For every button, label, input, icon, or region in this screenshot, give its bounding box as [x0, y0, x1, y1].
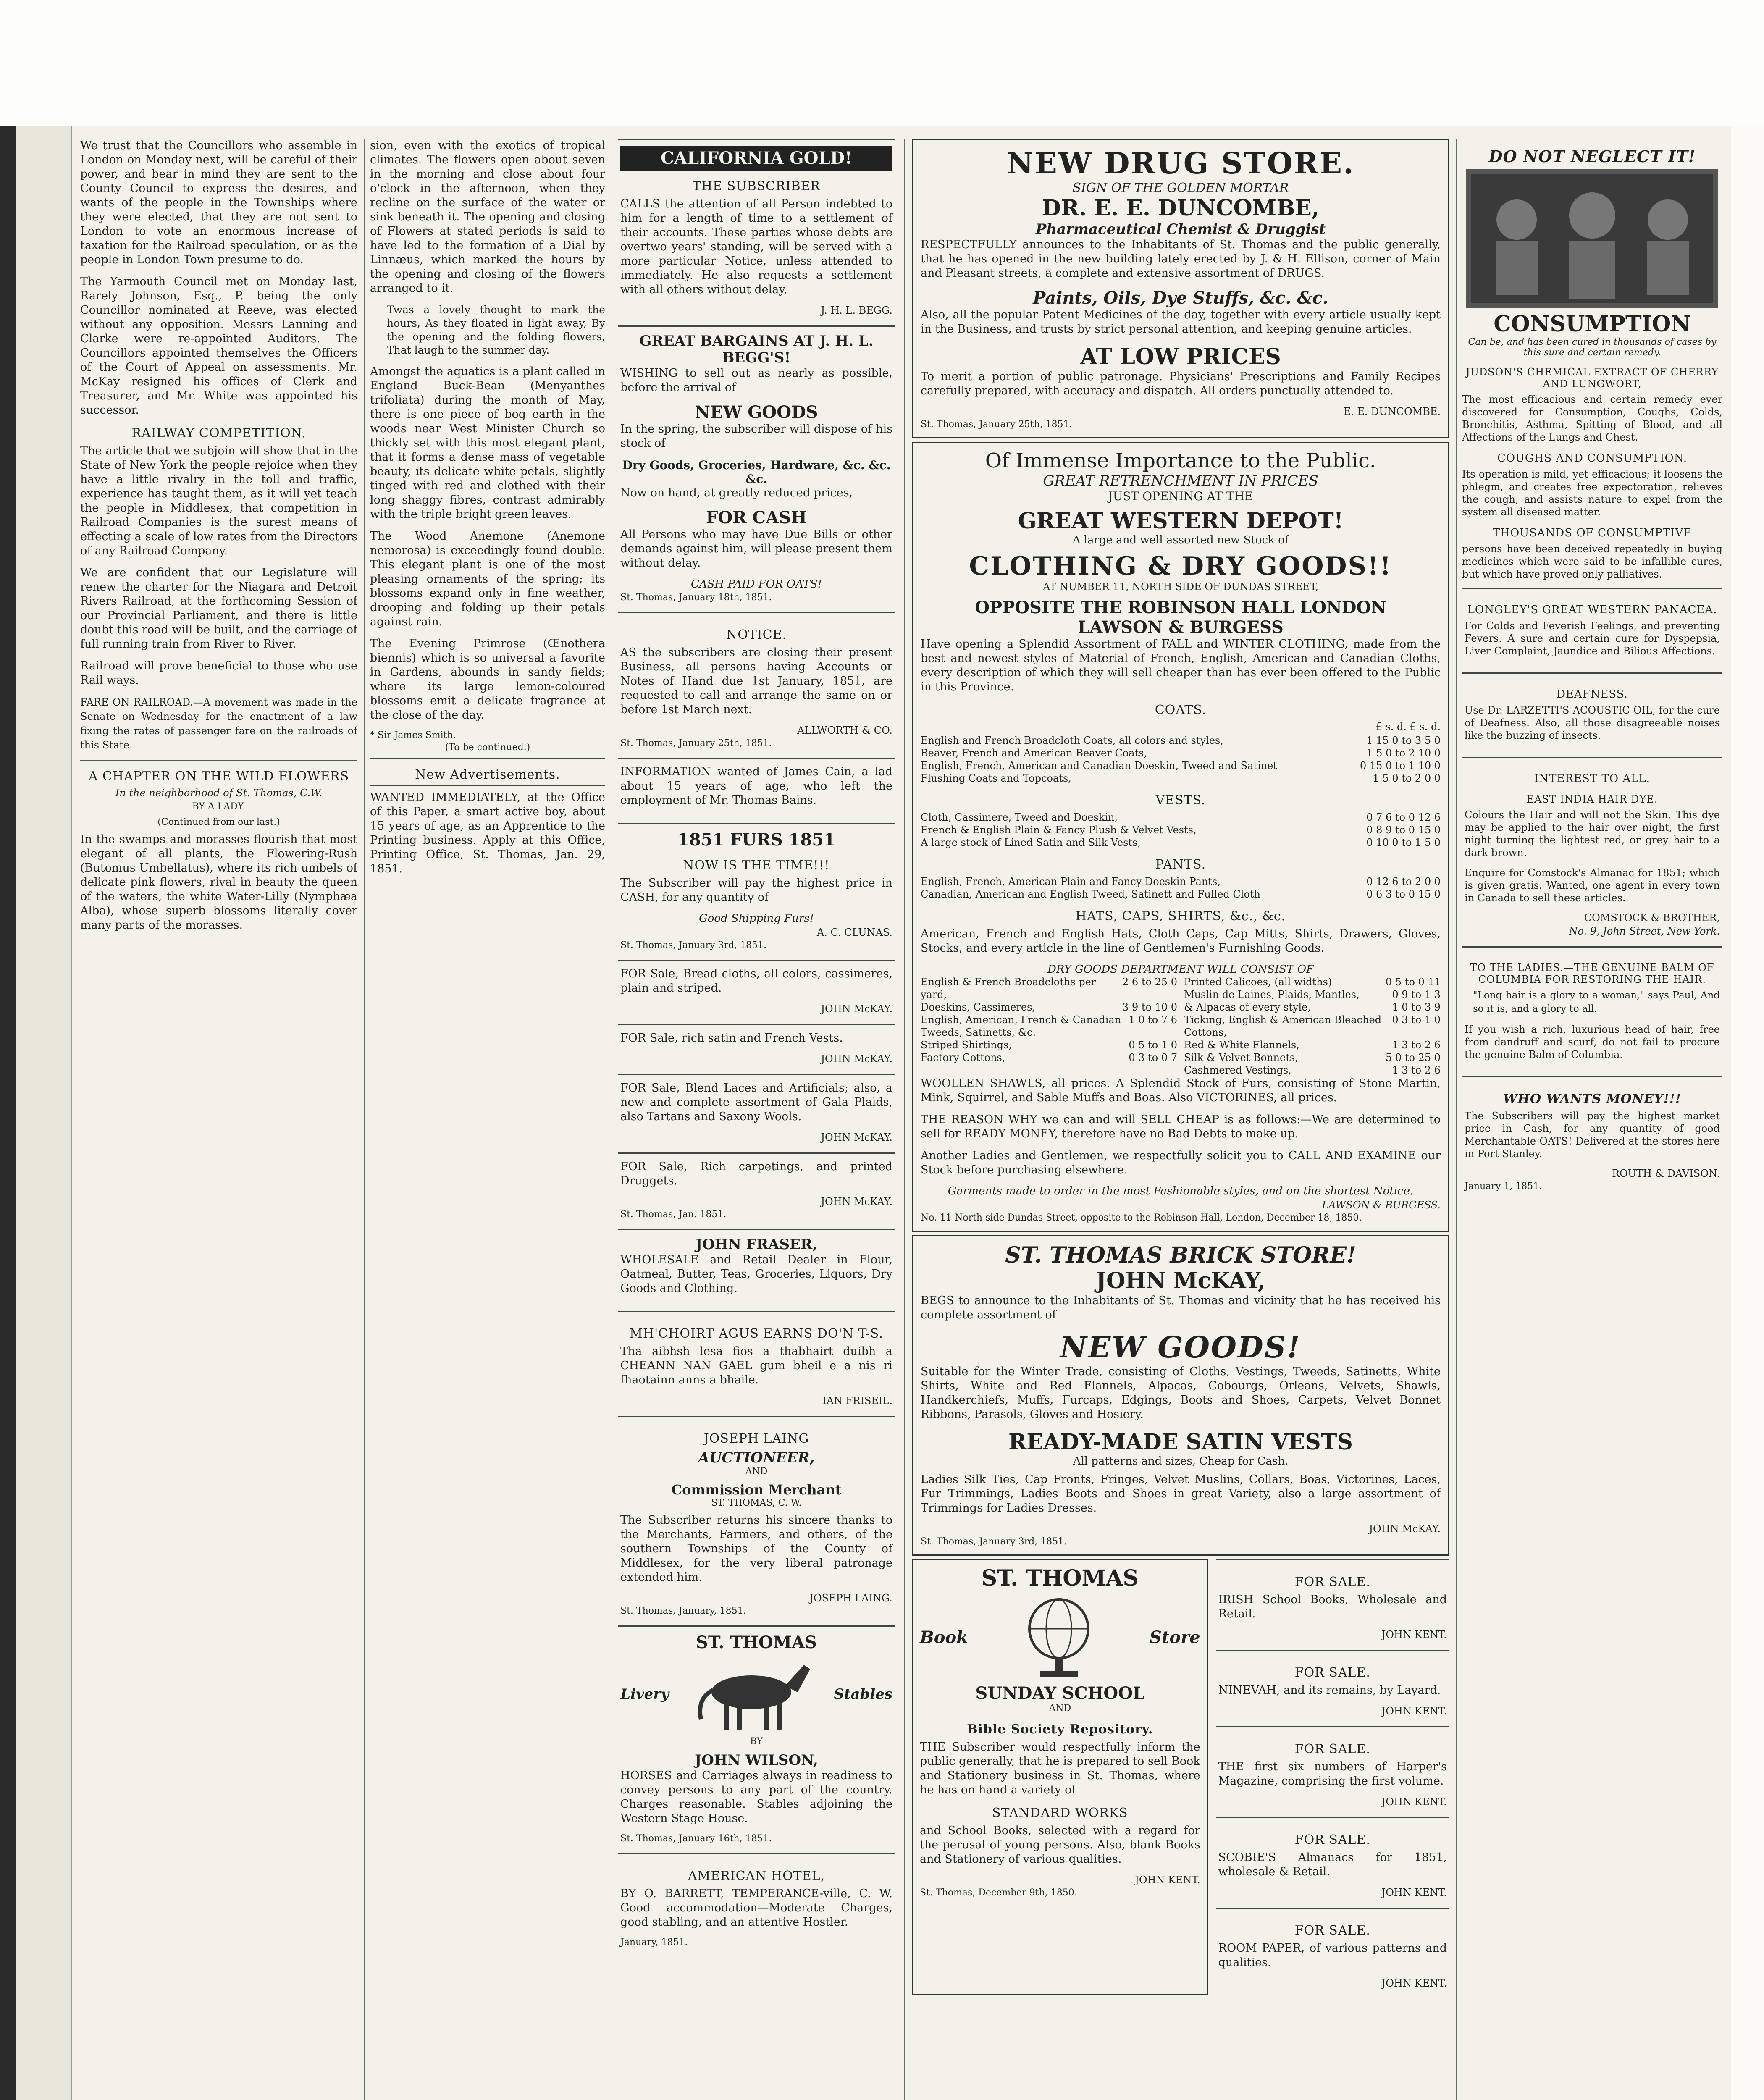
ad-title: LONGLEY'S GREAT WESTERN PANACEA.	[1467, 604, 1717, 616]
ad-text: HORSES and Carriages always in readiness to convey persons to any part of the country. Charges reasonable. Stables adjoining the Western Stage House.	[620, 1769, 892, 1825]
ad-highlight: Paints, Oils, Dye Stuffs, &c. &c.	[1033, 288, 1328, 308]
ad-signature: E. E. DUNCOMBE.	[1343, 406, 1441, 417]
price-row	[921, 1039, 1177, 1051]
price-heading: DRY GOODS DEPARTMENT WILL CONSIST OF	[1047, 963, 1314, 976]
ad-for-sale	[1216, 1559, 1449, 1646]
ad-title: NEW DRUG STORE.	[1006, 146, 1355, 181]
ad-livery-stables	[618, 1625, 895, 1850]
ad-signature: COMSTOCK & BROTHER,	[1584, 912, 1720, 924]
ad-new-drug-store	[912, 139, 1449, 438]
ad-text: SCOBIE'S Almanacs for 1851, wholesale & Retail.	[1218, 1851, 1447, 1878]
ad-paragraph: WANTED IMMEDIATELY, at the Office of this Paper, a smart active boy, about 15 years of age, as an Apprentice to the Printing business. Apply at this Office, Printing Office, St. Thomas, Jan. 29, 1851.	[370, 791, 605, 875]
ad-text: IRISH School Books, Wholesale and Retail.	[1218, 1593, 1447, 1620]
ad-text: The Subscribers will pay the highest market price in Cash, for any quantity of good Merchantable OATS! Delivered at the stores here in Port Stanley.	[1465, 1110, 1720, 1160]
ad-text: The Subscriber will pay the highest price in CASH, for any quantity of	[620, 877, 892, 904]
price-label: English, American, French & Canadian Tweeds, Satinetts, &c.	[921, 1014, 1121, 1038]
price-row	[1184, 1001, 1441, 1013]
ad-for-sale	[1216, 1817, 1449, 1904]
ad-text: RESPECTFULLY announces to the Inhabitants of St. Thomas and the public generally, that he has opened in the new building lately erected by J. & H. Ellison, corner of Main and Pleasant streets, a complete and extensive assortment of DRUGS.	[921, 238, 1441, 280]
ad-text: CALLS the attention of all Person indebted to him for a length of time to a settlement of their accounts. These parties whose debts are overtwo years' standing, will be served with a more particular Notice, unless attended to immediately. He also requests a settlement with all others without delay.	[620, 197, 892, 296]
price-heading: HATS, CAPS, SHIRTS, &c., &c.	[1075, 909, 1286, 924]
column-rule	[904, 139, 905, 2100]
ad-place: ST. THOMAS, C. W.	[711, 1498, 802, 1508]
ad-title: ST. THOMAS	[981, 1565, 1139, 1591]
article-paragraph: sion, even with the exotics of tropical climates. The flowers open about seven in the morning and close about four o'clock in the afternoon, when they recline on the surface of the water or sink beneath it. The opening and closing of Flowers at stated periods is said to have led to the formation of a Dial by Linnæus, which marked the hours by the opening and closing of the flowers arranged to it.	[370, 139, 605, 295]
price-row	[921, 1051, 1177, 1064]
price-row	[921, 1013, 1177, 1039]
ad-subtitle: NOW IS THE TIME!!!	[683, 858, 830, 873]
ad-title: DO NOT NEGLECT IT!	[1488, 147, 1696, 166]
ad-signature: JOHN McKAY.	[1369, 1523, 1441, 1535]
ad-signature: A. C. CLUNAS.	[816, 927, 892, 938]
ad-great-western-depot	[912, 442, 1449, 1232]
ad-highlight: READY-MADE SATIN VESTS	[1008, 1429, 1353, 1455]
ad-text: JUST OPENING AT THE	[1108, 489, 1253, 503]
price-row	[921, 1001, 1177, 1013]
ad-highlight: Dry Goods, Groceries, Hardware, &c. &c. &c.	[622, 458, 891, 486]
divider	[370, 758, 605, 759]
price-label: Cloth, Cassimere, Tweed and Doeskin,	[921, 811, 1118, 823]
article-paragraph: The Evening Primrose (Œnothera biennis) which is so universal a favorite in Gardens, abounds in sandy fields; where its large lemon-coloured blossoms emit a delicate fragrance at the close of the day.	[370, 637, 605, 722]
price-label: Printed Calicoes, (all widths)	[1184, 976, 1332, 988]
price-row	[921, 772, 1441, 785]
ad-subtitle: THOUSANDS OF CONSUMPTIVE	[1492, 527, 1692, 539]
column-rule	[1456, 139, 1457, 2100]
ad-subtitle: Can be, and has been cured in thousands of cases by this sure and certain remedy.	[1468, 337, 1717, 358]
price-value: 0 6 3 to 0 15 0	[1366, 888, 1441, 900]
ad-american-hotel	[618, 1853, 895, 1953]
price-list-dry-goods-right	[1184, 976, 1441, 1076]
ad-date: St. Thomas, January 25th, 1851.	[620, 738, 772, 748]
ad-text: The Subscriber returns his sincere thanks to the Merchants, Farmers, and others, of the southern Townships of the County of Middlesex, for the very liberal patronage extended him.	[620, 1514, 892, 1584]
price-label: Silk & Velvet Bonnets,	[1184, 1052, 1298, 1063]
ad-subtitle: Commission Merchant	[671, 1482, 842, 1498]
ad-subtitle: JUDSON'S CHEMICAL EXTRACT OF CHERRY AND LUNGWORT,	[1465, 366, 1719, 390]
price-label: Red & White Flannels,	[1184, 1039, 1299, 1051]
ad-text: persons have been deceived repeatedly in buying medicines which were said to be infallible cures, but which have proved only palliatives.	[1462, 543, 1722, 580]
article-paragraph: In the swamps and morasses flourish that most elegant of all plants, the Flowering-Rush (Butomus Umbellatus), where its rich umbels of delicate pink flowers, rival in beauty the queen of the waters, the white Water-Lilly (Nymphæa Alba), whose superb blossoms literally cover many parts of the morasses.	[80, 833, 357, 932]
section-heading: New Advertisements.	[415, 767, 560, 782]
ad-text: BEGS to announce to the Inhabitants of St. Thomas and vicinity that he has received his complete assortment of	[921, 1294, 1441, 1321]
article-paragraph: We trust that the Councillors who assemble in London on Monday next, will be careful of their power, and bear in mind they are sent to the County Council to express the desires, and wants of the people in the Townships where they were elected, that they are not sent to London to vote an enormous increase of taxation for the Railroad speculation, or as the people in London Town presume to do.	[80, 139, 357, 266]
ad-title: CALIFORNIA GOLD!	[620, 146, 892, 171]
article-continued: (Continued from our last.)	[158, 817, 280, 827]
ad-title: FOR SALE.	[1294, 1832, 1370, 1847]
ad-title: INTEREST TO ALL.	[1534, 772, 1650, 785]
column-4	[912, 139, 1449, 2100]
ad-highlight: OPPOSITE THE ROBINSON HALL LONDON	[975, 598, 1386, 617]
price-value: 1 5 0 to 2 10 0	[1366, 747, 1441, 759]
ad-text: American, French and English Hats, Cloth Caps, Cap Mitts, Shirts, Drawers, Gloves, Stocks, and every article in the line of Gentlemen's Furnishing Goods.	[921, 927, 1441, 955]
ad-john-fraser	[618, 1229, 895, 1307]
ad-text: AS the subscribers are closing their present Business, all persons having Accounts or Notes of Hand due 1st January, 1851, are requested to call and arrange the same on or before 1st March next.	[620, 646, 892, 716]
ad-date: St. Thomas, January 25th, 1851.	[921, 419, 1072, 430]
price-heading: PANTS.	[1155, 857, 1206, 872]
ad-date: St. Thomas, January 3rd, 1851.	[620, 940, 767, 950]
price-row	[921, 976, 1177, 1001]
previous-page-edge	[16, 126, 71, 2100]
price-label: Muslin de Laines, Plaids, Mantles,	[1184, 989, 1360, 1000]
price-row	[1184, 1013, 1441, 1039]
ad-interest-to-all	[1462, 757, 1722, 943]
ad-date: St. Thomas, Jan. 1851.	[620, 1209, 727, 1220]
price-value: 0 3 to 1 0	[1392, 1014, 1441, 1026]
article-subheading: In the neighborhood of St. Thomas, C.W.	[115, 787, 323, 799]
ad-title: DEAFNESS.	[1557, 688, 1628, 701]
ad-signature: LAWSON & BURGESS.	[1322, 1199, 1441, 1211]
ad-text: Suitable for the Winter Trade, consisting of Cloths, Vestings, Tweeds, Satinetts, White Shirts, White and Red Flannels, Alpacas, Cobourgs, Orleans, Velvets, Shawls, Handkerchiefs, Muffs, Furcaps, Edgings, Boots and Shoes, Carpets, Velvet Bonnet Ribbons, Parasols, Gloves and Hosiery.	[921, 1365, 1441, 1421]
article-byline: BY A LADY.	[192, 801, 246, 812]
ad-highlight: NEW GOODS	[695, 402, 818, 422]
article-heading: RAILWAY COMPETITION.	[131, 426, 306, 441]
ad-verse: "Long hair is a glory to a woman," says Paul, And so it is, and a glory to all.	[1473, 990, 1720, 1014]
consumption-illustration-icon	[1462, 169, 1722, 308]
price-value: 0 5 to 0 11	[1386, 976, 1441, 988]
article-paragraph: The article that we subjoin will show that in the State of New York the people rejoice when they have a little rivalry in the toll and traffic, experience has taught them, as it will yet teach the people in Middlesex, that competition in Railroad Companies is the surest means of effecting a scale of low rates from the Directors of any Railroad Company.	[80, 444, 357, 557]
price-value: 0 10 0 to 1 5 0	[1366, 837, 1441, 848]
price-value: 0 9 to 1 3	[1392, 989, 1441, 1000]
ad-date: St. Thomas, January, 1851.	[620, 1606, 746, 1616]
ad-title: MH'CHOIRT AGUS EARNS DO'N T-S.	[630, 1326, 883, 1341]
price-label: Canadian, American and English Tweed, Satinett and Fulled Cloth	[921, 888, 1261, 900]
ad-highlight: FOR CASH	[706, 508, 807, 528]
ad-date: St. Thomas, January 3rd, 1851.	[921, 1536, 1067, 1547]
divider	[370, 785, 605, 786]
price-row	[921, 836, 1441, 849]
ad-highlight: NEW GOODS!	[1060, 1330, 1302, 1365]
ad-title: FOR SALE.	[1294, 1742, 1370, 1756]
ad-title: AMERICAN HOTEL,	[688, 1869, 825, 1883]
price-list-vests	[921, 811, 1441, 849]
ad-text: For Colds and Feverish Feelings, and preventing Fevers. A sure and certain cure for Dyspepsia, Liver Complaint, Jaundice and Bilious Affections.	[1465, 620, 1720, 657]
column-3	[618, 139, 895, 2100]
ad-address: No. 11 North side Dundas Street, opposite to the Robinson Hall, London, December 18, 1850.	[921, 1213, 1362, 1223]
ad-subtitle: AUCTIONEER,	[698, 1449, 815, 1466]
ad-signature: JOHN McKAY.	[821, 1003, 892, 1015]
ad-text: In the spring, the subscriber will dispose of his stock of	[620, 423, 892, 450]
ad-text: Use Dr. LARZETTI'S ACOUSTIC OIL, for the cure of Deafness. Also, all those disagreeable noises like the buzzing of insects.	[1465, 704, 1720, 741]
price-value: 1 3 to 2 6	[1392, 1039, 1441, 1051]
ad-title: NOTICE.	[726, 627, 787, 642]
ad-label: Stables	[834, 1686, 892, 1703]
price-value: 0 12 6 to 2 0 0	[1366, 876, 1441, 887]
ad-firm: LAWSON & BURGESS	[1078, 617, 1284, 637]
ad-signature: JOHN McKAY.	[821, 1053, 892, 1065]
ad-signature: JOSEPH LAING.	[809, 1592, 892, 1604]
ad-deafness	[1462, 672, 1722, 753]
ad-subtitle: THE SUBSCRIBER	[693, 179, 820, 194]
price-value: 1 0 to 7 6	[1129, 1014, 1177, 1026]
ad-california-gold	[618, 139, 895, 322]
ad-highlight: CASH PAID FOR OATS!	[690, 578, 822, 591]
ad-text: All patterns and sizes, Cheap for Cash.	[1073, 1455, 1289, 1467]
price-value: 1 5 0 to 2 0 0	[1373, 772, 1441, 784]
price-label: Ticking, English & American Bleached Cottons,	[1184, 1014, 1382, 1038]
ad-gaelic	[618, 1311, 895, 1412]
ad-title: Of Immense Importance to the Public.	[985, 449, 1376, 472]
ad-date: St. Thomas, January 18th, 1851.	[620, 592, 772, 603]
ad-highlight: AT LOW PRICES	[1080, 344, 1281, 370]
ad-for-sale	[618, 1074, 895, 1149]
ad-highlight: SUNDAY SCHOOL	[975, 1683, 1145, 1703]
ad-for-sale	[618, 960, 895, 1021]
price-row	[1184, 1064, 1441, 1076]
ad-for-sale	[1216, 1726, 1449, 1814]
price-label: A large stock of Lined Satin and Silk Vests,	[921, 837, 1141, 848]
article-paragraph: The Wood Anemone (Anemone nemorosa) is exceedingly found double. This elegant plant is one of the most pleasing ornaments of the spring; its blossoms expand only in fine weather, drooping and folding up their petals against rain.	[370, 530, 605, 628]
ad-text: Ladies Silk Ties, Cap Fronts, Fringes, Velvet Muslins, Collars, Boas, Victorines, Laces, Fur Trimmings, Ladies Boots and Shoes in great Variety, also a large assortment of Trimmings for Ladies Dresses.	[921, 1473, 1441, 1515]
article-paragraph: Railroad will prove beneficial to those who use Rail ways.	[80, 659, 357, 687]
ad-signature: JOHN KENT.	[1381, 1705, 1447, 1717]
price-label: English & French Broadcloths per yard,	[921, 976, 1096, 1000]
to-be-continued: (To be continued.)	[445, 742, 530, 753]
price-label: & Alpacas of every style,	[1184, 1001, 1311, 1013]
ad-highlight: GREAT WESTERN DEPOT!	[1018, 508, 1344, 534]
globe-illustration-icon	[1017, 1591, 1101, 1683]
article-paragraph: We are confident that our Legislature will renew the charter for the Niagara and Detroit Rivers Railroad, at the forthcoming Session of our Provincial Parliament, and there is little doubt this road will be built, and the carriage of full running train from River to River.	[80, 566, 357, 651]
ad-text: Also, all the popular Patent Medicines of the day, together with every article usually kept in the Business, and trusts by strict personal attention, and keeping genuine articles.	[921, 308, 1441, 336]
ad-title: FOR SALE.	[1294, 1665, 1370, 1680]
ad-who-wants-money	[1462, 1076, 1722, 1197]
ad-brick-store	[912, 1235, 1449, 1556]
ad-signature: JOHN McKAY.	[821, 1131, 892, 1143]
ad-title: 1851 FURS 1851	[677, 830, 835, 850]
price-label: English, French, American Plain and Fancy Doeskin Pants,	[921, 876, 1221, 887]
ad-subtitle: Bible Society Repository.	[967, 1722, 1153, 1737]
for-sale-list	[1216, 1559, 1449, 1998]
ad-signature: ROUTH & DAVISON.	[1612, 1168, 1720, 1179]
ad-text: FOR Sale, rich satin and French Vests.	[620, 1032, 843, 1045]
price-row	[1184, 976, 1441, 988]
column-5	[1462, 139, 1722, 2100]
ad-text: WISHING to sell out as nearly as possible, before the arrival of	[620, 367, 892, 394]
ad-text: THE first six numbers of Harper's Magazine, comprising the first volume.	[1218, 1760, 1447, 1788]
price-label: Striped Shirtings,	[921, 1039, 1012, 1051]
ad-text: Have opening a Splendid Assortment of FALL and WINTER CLOTHING, made from the best and newest styles of Material of French, English, American and Canadian Cloths, every description of which they will sell cheaper than has ever been offered to the Public in this Province.	[921, 638, 1441, 693]
ad-title: FOR SALE.	[1294, 1575, 1370, 1589]
price-value: 1 0 to 3 9	[1392, 1001, 1441, 1013]
ad-text: Enquire for Comstock's Almanac for 1851; which is given gratis. Wanted, one agent in every town in Canada to sell these articles.	[1465, 867, 1720, 904]
ad-text: WHOLESALE and Retail Dealer in Flour, Oatmeal, Butter, Teas, Groceries, Liquors, Dry Goods and Clothing.	[620, 1253, 892, 1295]
article-quote: FARE ON RAILROAD.—A movement was made in the Senate on Wednesday for the enactment of a law fixing the rates of passenger fare on the railroads of this State.	[80, 696, 357, 751]
ad-great-bargains	[618, 326, 895, 609]
ad-text: Another Ladies and Gentlemen, we respectfully solicit you to CALL AND EXAMINE our Stock before purchasing elsewhere.	[921, 1149, 1441, 1176]
price-value: 0 7 6 to 0 12 6	[1366, 811, 1441, 823]
price-value: 3 9 to 10 0	[1122, 1001, 1177, 1013]
ad-title: WHO WANTS MONEY!!!	[1503, 1092, 1682, 1106]
price-units: £ s. d. £ s. d.	[1376, 721, 1441, 732]
ad-furs	[618, 823, 895, 956]
ad-text: AND	[1049, 1703, 1071, 1714]
price-label: Beaver, French and American Beaver Coats,	[921, 747, 1147, 759]
ad-text: A large and well assorted new Stock of	[1072, 534, 1289, 546]
price-row	[921, 875, 1441, 888]
ad-label: Book	[920, 1627, 968, 1647]
ad-text: THE REASON WHY we can and will SELL CHEAP is as follows:—We are determined to sell for READY MONEY, therefore have no Bad Debts to make up.	[921, 1113, 1441, 1140]
ad-subtitle: GREAT RETRENCHMENT IN PRICES	[1043, 472, 1318, 489]
ad-title: TO THE LADIES.—THE GENUINE BALM OF COLUMBIA FOR RESTORING THE HAIR.	[1470, 962, 1714, 985]
ad-title: FOR SALE.	[1294, 1923, 1370, 1938]
price-label: Factory Cottons,	[921, 1052, 1005, 1063]
ad-highlight: STANDARD WORKS	[992, 1806, 1128, 1820]
price-row	[921, 759, 1441, 772]
ad-text: FOR Sale, Blend Laces and Artificials; also, a new and complete assortment of Gala Plaids, also Tartans and Saxony Wools.	[620, 1082, 892, 1123]
ad-for-sale	[618, 1024, 895, 1071]
price-label: French & English Plain & Fancy Plush & Velvet Vests,	[921, 824, 1197, 836]
price-value: 5 0 to 25 0	[1386, 1052, 1441, 1063]
ad-name: JOHN WILSON,	[695, 1752, 818, 1769]
ad-text: ROOM PAPER, of various patterns and qualities.	[1218, 1942, 1447, 1969]
ad-highlight: CONSUMPTION	[1494, 311, 1691, 337]
ad-for-sale	[618, 1152, 895, 1226]
ad-signature: ALLWORTH & CO.	[797, 724, 892, 736]
top-margin	[0, 0, 1764, 126]
ad-address: AT NUMBER 11, NORTH SIDE OF DUNDAS STREET,	[1042, 581, 1319, 593]
column-1	[80, 139, 357, 2100]
ad-date: St. Thomas, December 9th, 1850.	[920, 1887, 1077, 1898]
ad-joseph-laing	[618, 1416, 895, 1622]
ad-date: January, 1851.	[620, 1937, 688, 1948]
price-label: Doeskins, Cassimeres,	[921, 1001, 1036, 1013]
ad-text: Now on hand, at greatly reduced prices,	[620, 486, 853, 499]
price-label: Flushing Coats and Topcoats,	[921, 772, 1071, 784]
ad-text: and School Books, selected with a regard for the perusal of young persons. Also, blank Books and Stationery of various qualities.	[920, 1824, 1200, 1866]
price-label: Cashmered Vestings,	[1184, 1064, 1292, 1076]
ad-title: JOHN FRASER,	[695, 1236, 818, 1253]
price-list-pants	[921, 875, 1441, 900]
ad-subtitle: SIGN OF THE GOLDEN MORTAR	[1072, 181, 1289, 195]
ad-subtitle: COUGHS AND CONSUMPTION.	[1497, 452, 1688, 465]
price-row	[921, 811, 1441, 824]
price-value: 1 3 to 2 6	[1392, 1064, 1441, 1076]
ad-longley-panacea	[1462, 588, 1722, 669]
book-gutter-shadow	[0, 126, 16, 2100]
price-row	[921, 747, 1441, 759]
ad-title: ST. THOMAS BRICK STORE!	[1005, 1242, 1356, 1268]
ad-text: BY O. BARRETT, TEMPERANCE-ville, C. W. Good accommodation—Moderate Charges, good stabling, and an attentive Hostler.	[620, 1887, 892, 1929]
ad-information	[618, 758, 895, 819]
footnote: * Sir James Smith.	[370, 730, 456, 740]
ad-signature: JOHN KENT.	[1135, 1874, 1200, 1886]
price-row	[921, 734, 1441, 747]
price-value: 1 15 0 to 3 5 0	[1366, 735, 1441, 746]
price-value: 0 15 0 to 1 10 0	[1360, 760, 1441, 772]
newspaper-page	[71, 126, 1731, 2100]
price-row	[921, 824, 1441, 836]
poem-verse: Twas a lovely thought to mark the hours, As they floated in light away, By the opening and the folding flowers, That laugh to the summer day.	[387, 304, 605, 356]
ad-text: To merit a portion of public patronage. Physicians' Prescriptions and Family Recipes carefully prepared, with accuracy and dispatch. All orders punctually attended to.	[921, 370, 1441, 397]
price-row	[1184, 988, 1441, 1001]
ad-text: Its operation is mild, yet efficacious; it loosens the phlegm, and creates free expectoration, relieves the cough, and assists nature to expel from the system all diseased matter.	[1462, 468, 1722, 518]
ad-date: St. Thomas, January 16th, 1851.	[620, 1833, 772, 1844]
ad-text: NINEVAH, and its remains, by Layard.	[1218, 1684, 1441, 1697]
column-rule	[364, 139, 365, 2100]
price-value: 0 8 9 to 0 15 0	[1366, 824, 1441, 836]
ad-text: THE Subscriber would respectfully inform the public generally, that he is prepared to sell Book and Stationery business in St. Thomas, where he has on hand a variety of	[920, 1740, 1200, 1796]
ad-text: WOOLLEN SHAWLS, all prices. A Splendid Stock of Furs, consisting of Stone Martin, Mink, Squirrel, and Sable Muffs and Boas. Also VICTORINES, all prices.	[921, 1077, 1441, 1104]
divider	[80, 760, 357, 761]
ad-for-sale	[1216, 1650, 1449, 1723]
ad-text: BY	[750, 1736, 763, 1747]
price-list-dry-goods-left	[921, 976, 1177, 1076]
price-value: 0 3 to 0 7	[1129, 1052, 1177, 1063]
ad-signature: JOHN McKAY.	[821, 1196, 892, 1208]
ad-text: Tha aibhsh lesa fios a thabhairt duibh a CHEANN NAN GAEL gum bheil e a nis ri fhaotainn anns a bhaile.	[620, 1345, 892, 1386]
ad-text: All Persons who may have Due Bills or other demands against him, will please present them without delay.	[620, 528, 892, 570]
ad-highlight: Good Shipping Furs!	[698, 912, 814, 925]
ad-highlight: Garments made to order in the most Fashionable styles, and on the shortest Notice.	[948, 1185, 1414, 1197]
horse-illustration-icon	[684, 1652, 819, 1736]
price-heading: COATS.	[1155, 703, 1207, 717]
price-row	[921, 888, 1441, 900]
ad-name: JOHN McKAY,	[1096, 1268, 1265, 1294]
price-heading: VESTS.	[1155, 793, 1206, 808]
ad-signature: JOHN KENT.	[1381, 1629, 1447, 1641]
price-value: 2 6 to 25 0	[1122, 976, 1177, 988]
price-value: 0 5 to 1 0	[1129, 1039, 1177, 1051]
ad-label: Store	[1150, 1627, 1200, 1647]
ad-text: AND	[745, 1466, 768, 1477]
price-row	[1184, 1039, 1441, 1051]
article-paragraph: Amongst the aquatics is a plant called in England Buck-Bean (Menyanthes trifoliata) during the month of May, there is one piece of bog earth in the woods near West Minister Church so thickly set with this most elegant plant, that it forms a dense mass of vegetable beauty, its delicate white petals, slightly tinged with red and clothed with their long shaggy fibres, contrast admirably with the triple bright green leaves.	[370, 365, 605, 521]
ad-text: If you wish a rich, luxurious head of hair, free from dandruff and scurf, do not fail to procure the genuine Balm of Columbia.	[1465, 1024, 1720, 1060]
ad-for-sale	[1216, 1908, 1449, 1995]
ad-signature: IAN FRISEIL.	[822, 1395, 892, 1407]
price-label: English, French, American and Canadian Doeskin, Tweed and Satinet	[921, 760, 1277, 772]
ad-name: DR. E. E. DUNCOMBE,	[1042, 195, 1320, 221]
ad-subtitle: EAST INDIA HAIR DYE.	[1526, 793, 1658, 805]
column-2	[370, 139, 605, 2100]
ad-signature: JOHN KENT.	[1381, 1977, 1447, 1989]
price-row	[1184, 1051, 1441, 1064]
ad-book-store	[912, 1559, 1208, 1995]
ad-label: Livery	[620, 1686, 669, 1703]
ad-text: Colours the Hair and will not the Skin. This dye may be applied to the hair over night, the first night turning the lightest red, or grey hair to a dark brown.	[1465, 809, 1720, 858]
article-heading: A CHAPTER ON THE WILD FLOWERS	[88, 769, 349, 784]
ad-balm-of-columbia	[1462, 946, 1722, 1073]
ad-text: FOR Sale, Bread cloths, all colors, cassimeres, plain and striped.	[620, 967, 892, 995]
ad-highlight: CLOTHING & DRY GOODS!!	[969, 551, 1392, 581]
ad-text: The most efficacious and certain remedy ever discovered for Consumption, Coughs, Colds, Bronchitis, Asthma, Spitting of Blood, and all Affections of the Lungs and Chest.	[1462, 394, 1722, 443]
ad-text: INFORMATION wanted of James Cain, a lad about 15 years of age, who left the employment of Mr. Thomas Bains.	[620, 765, 892, 807]
ad-title: ST. THOMAS	[696, 1633, 817, 1652]
ad-signature: JOHN KENT.	[1381, 1887, 1447, 1898]
ad-subtitle: Pharmaceutical Chemist & Druggist	[1035, 221, 1326, 238]
price-label: English and French Broadcloth Coats, all colors and styles,	[921, 735, 1223, 746]
ad-title: JOSEPH LAING	[704, 1431, 809, 1446]
ad-signature: JOHN KENT.	[1381, 1796, 1447, 1808]
ad-date: January 1, 1851.	[1465, 1181, 1542, 1192]
ad-text: FOR Sale, Rich carpetings, and printed Druggets.	[620, 1160, 892, 1187]
ad-address: No. 9, John Street, New York.	[1569, 925, 1720, 937]
ad-notice	[618, 612, 895, 754]
article-paragraph: The Yarmouth Council met on Monday last, Rarely Johnson, Esq., P. being the only Councillor nominated at Reeve, was elected without any opposition. Messrs Lanning and Clarke were re-appointed Auditors. The Councillors appointed themselves the Officers of the Court of Appeal on assessments. Mr. McKay resigned his offices of Clerk and Treasurer, and Mr. White was appointed his successor.	[80, 275, 357, 417]
ad-signature: J. H. L. BEGG.	[821, 304, 892, 316]
price-list-coats	[921, 734, 1441, 785]
ad-title: GREAT BARGAINS AT J. H. L. BEGG'S!	[639, 333, 874, 366]
